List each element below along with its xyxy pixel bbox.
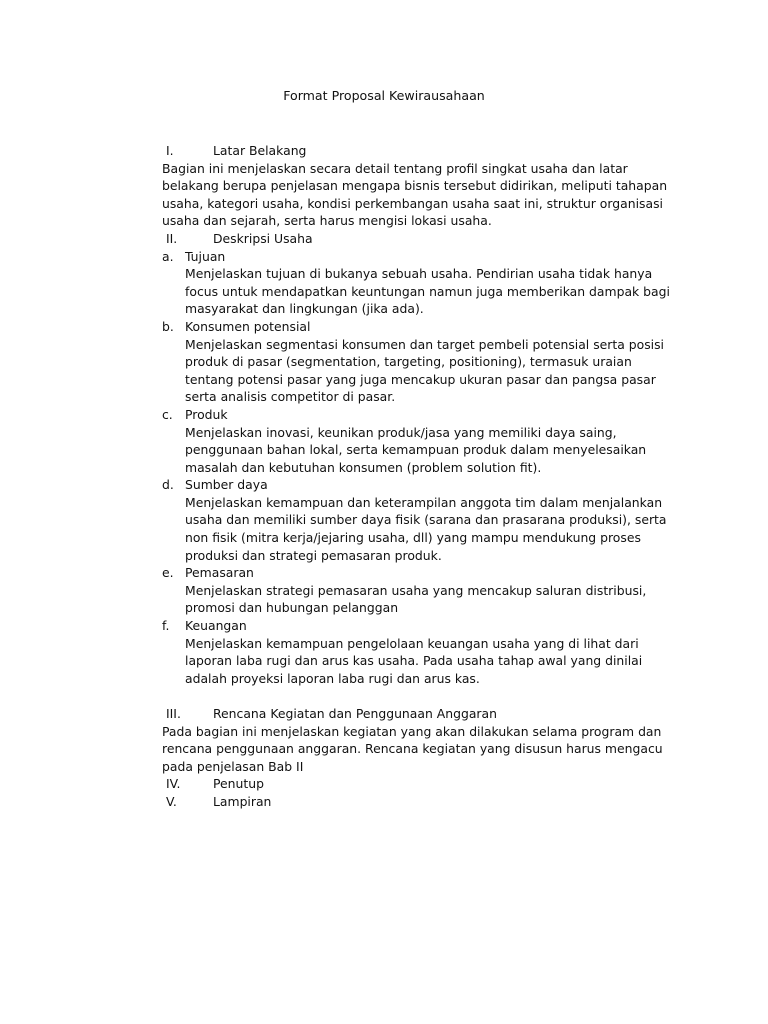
section-heading-penutup bbox=[162, 775, 682, 793]
section-heading-deskripsi-usaha bbox=[162, 230, 682, 248]
section-paragraph: Pada bagian ini menjelaskan kegiatan yang akan dilakukan selama program dan rencana penggunaan anggaran. Rencana kegiatan yang disusun harus mengacu pada penjelasan Bab II bbox=[162, 723, 663, 774]
section-paragraph: Bagian ini menjelaskan secara detail tentang profil singkat usaha dan latar belakang berupa penjelasan mengapa bisnis tersebut didirikan, meliputi tahapan usaha, kategori usaha, kondisi perkembangan usaha saat ini, struktur organisasi usaha dan sejarah, serta harus mengisi lokasi usaha. bbox=[162, 160, 668, 229]
section-number: III. bbox=[166, 706, 181, 721]
subsection-title: Pemasaran bbox=[185, 565, 254, 581]
section-title: Rencana Kegiatan dan Penggunaan Anggaran bbox=[213, 706, 497, 721]
subsection-paragraph: Menjelaskan strategi pemasaran usaha yang mencakup saluran distribusi, promosi dan hubungan pelanggan bbox=[185, 582, 647, 616]
document-title: Format Proposal Kewirausahaan bbox=[283, 88, 485, 103]
subsection-paragraph: Menjelaskan kemampuan pengelolaan keuangan usaha yang di lihat dari laporan laba rugi dan arus kas usaha. Pada usaha tahap awal yang dinilai adalah proyeksi laporan laba rugi dan arus kas. bbox=[185, 635, 643, 686]
section-heading-lampiran bbox=[162, 793, 682, 811]
subsection-heading-keuangan bbox=[162, 617, 682, 635]
subsection-paragraph: Menjelaskan tujuan di bukanya sebuah usaha. Pendirian usaha tidak hanya focus untuk mendapatkan keuntungan namun juga memberikan dampak bagi masyarakat dan lingkungan (jika ada). bbox=[185, 266, 670, 317]
subsection-letter: d. bbox=[162, 477, 174, 493]
subsection-paragraph: Menjelaskan inovasi, keunikan produk/jasa yang memiliki daya saing, penggunaan bahan lokal, serta kemampuan produk dalam menyelesaikan masalah dan kebutuhan konsumen (problem solution fit). bbox=[185, 424, 647, 475]
blank-line bbox=[162, 687, 682, 705]
subsection-title: Konsumen potensial bbox=[185, 318, 311, 334]
section-heading-latar-belakang bbox=[162, 142, 682, 160]
subsection-title: Produk bbox=[185, 406, 228, 422]
subsection-heading-konsumen-potensial bbox=[162, 318, 682, 336]
section-number: I. bbox=[166, 143, 174, 158]
subsection-letter: b. bbox=[162, 318, 174, 334]
subsection-heading-tujuan bbox=[162, 248, 682, 266]
section-number: II. bbox=[166, 230, 178, 246]
subsection-heading-produk bbox=[162, 406, 682, 424]
subsection-paragraph: Menjelaskan segmentasi konsumen dan target pembeli potensial serta posisi produk di pasar (segmentation, targeting, positioning), termasuk uraian tentang potensi pasar yang juga mencakup ukuran pasar dan pangsa pasar serta analisis competitor di pasar. bbox=[185, 336, 664, 405]
subsection-paragraph: Menjelaskan kemampuan dan keterampilan anggota tim dalam menjalankan usaha dan memiliki sumber daya fisik (sarana dan prasarana produksi), serta non fisik (mitra kerja/jejaring usaha, dll) yang mampu mendukung proses produksi dan strategi pemasaran produk. bbox=[185, 494, 667, 563]
subsection-letter: f. bbox=[162, 618, 170, 634]
subsection-letter: a. bbox=[162, 248, 174, 264]
subsection-title: Tujuan bbox=[185, 248, 226, 264]
section-number: V. bbox=[166, 793, 177, 809]
section-title: Latar Belakang bbox=[213, 143, 307, 158]
document-body bbox=[162, 142, 682, 811]
subsection-title: Sumber daya bbox=[185, 477, 268, 493]
subsection-letter: c. bbox=[162, 406, 173, 422]
subsection-letter: e. bbox=[162, 565, 174, 581]
section-title: Lampiran bbox=[213, 793, 272, 809]
subsection-heading-sumber-daya bbox=[162, 476, 682, 494]
subsection-title: Keuangan bbox=[185, 618, 247, 634]
section-number: IV. bbox=[166, 776, 181, 792]
subsection-heading-pemasaran bbox=[162, 564, 682, 582]
section-title: Deskripsi Usaha bbox=[213, 230, 313, 246]
section-heading-rencana-kegiatan bbox=[162, 705, 682, 723]
section-title: Penutup bbox=[213, 776, 264, 792]
